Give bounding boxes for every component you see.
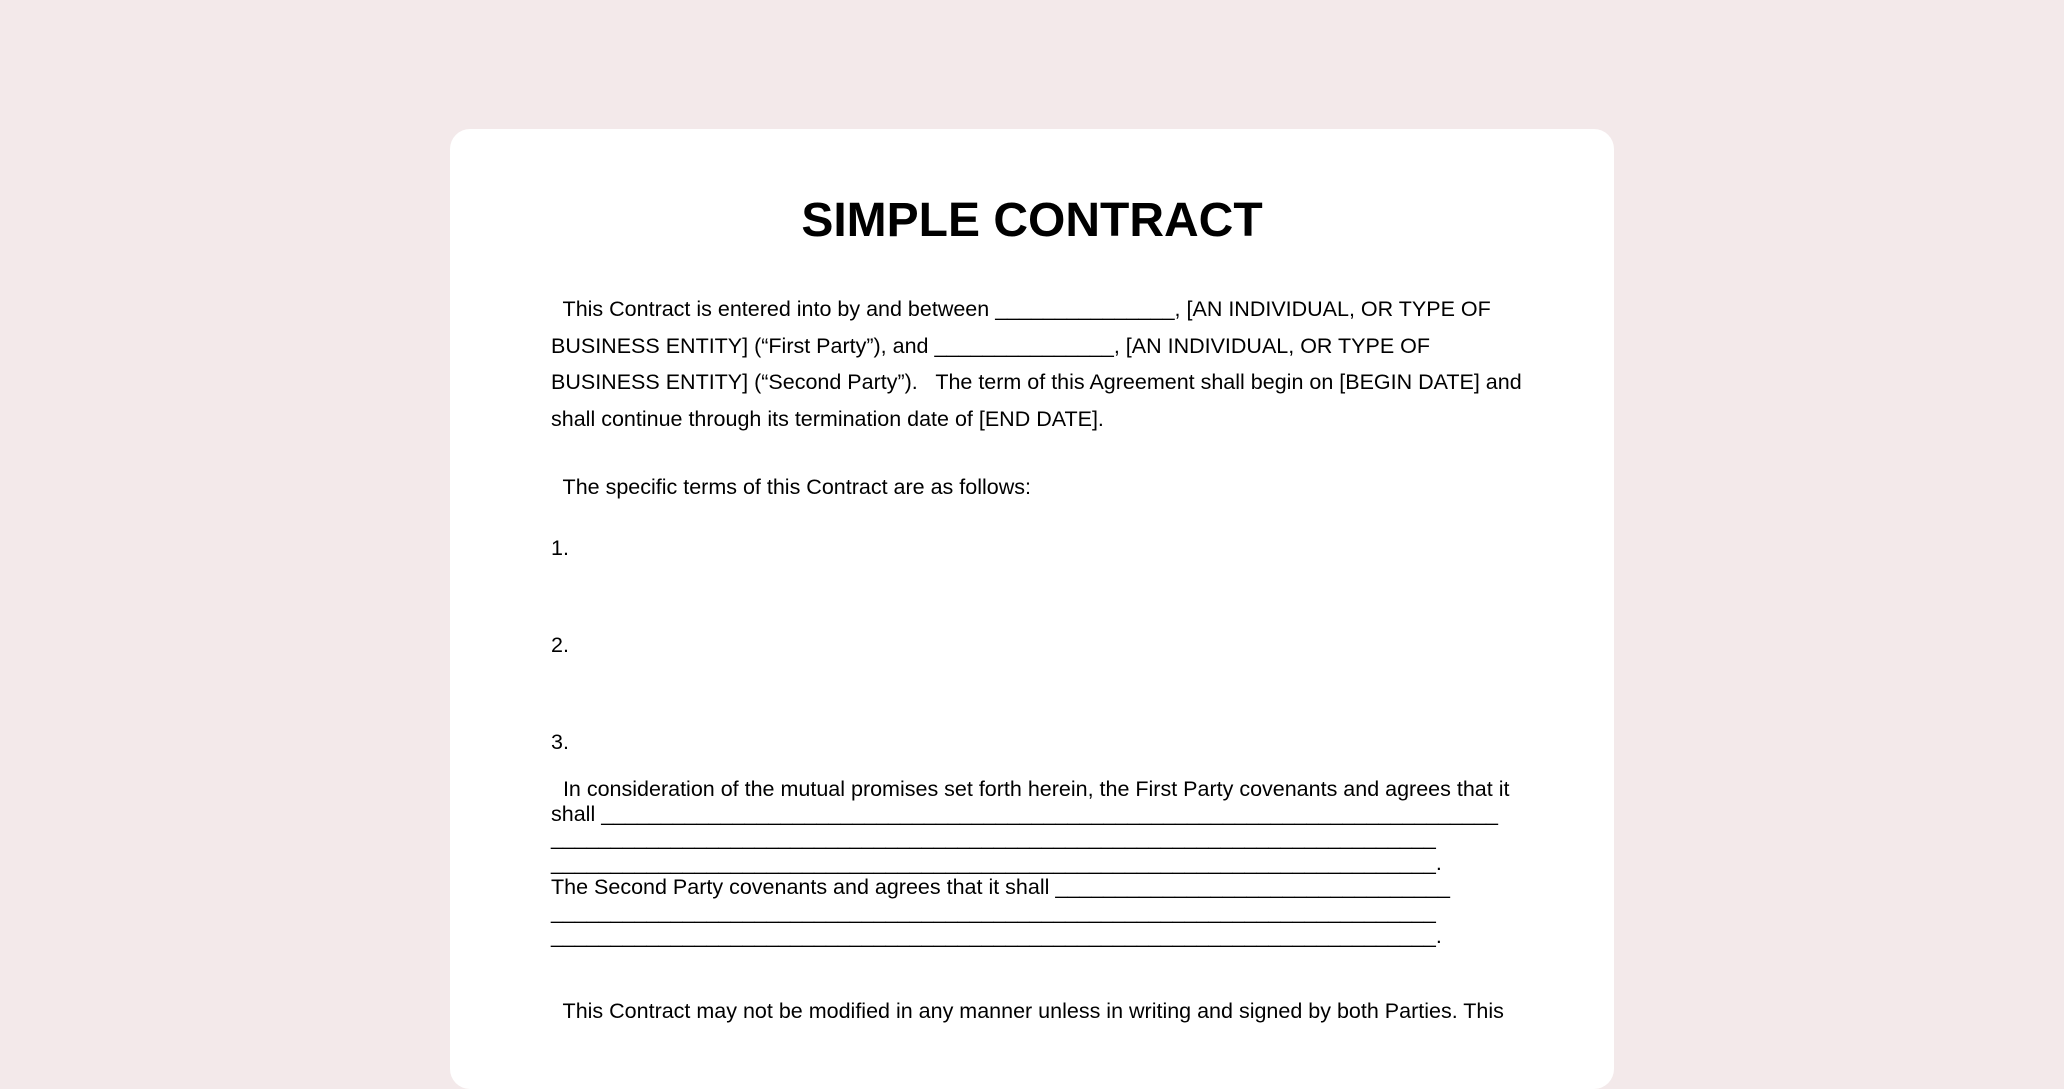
modification-paragraph: This Contract may not be modified in any manner unless in writing and signed by both Parties. This (551, 999, 1504, 1023)
document-page (450, 129, 1614, 1089)
document-title: SIMPLE CONTRACT (801, 194, 1263, 247)
consideration-paragraph: In consideration of the mutual promises set forth herein, the First Party covenants and agrees that it shall ___________________________________________________________________________ __________________________________________________________________________ __________________________________________________________________________. The Second Party covenants and agrees that it shall _________________________________ __________________________________________________________________________ __________________________________________________________________________. (551, 777, 1510, 948)
term-item-2: 2. (551, 633, 569, 657)
specific-terms-heading: The specific terms of this Contract are as follows: (551, 475, 1031, 499)
intro-paragraph: This Contract is entered into by and between _______________, [AN INDIVIDUAL, OR TYPE OF BUSINESS ENTITY] (“First Party”), and _______________, [AN INDIVIDUAL, OR TYPE OF BUSINESS ENTITY] (“Second Party”). The term of this Agreement shall begin on [BEGIN DATE] and shall continue through its termination date of [END DATE]. (551, 297, 1522, 431)
term-item-1: 1. (551, 536, 569, 560)
term-item-3: 3. (551, 730, 569, 754)
